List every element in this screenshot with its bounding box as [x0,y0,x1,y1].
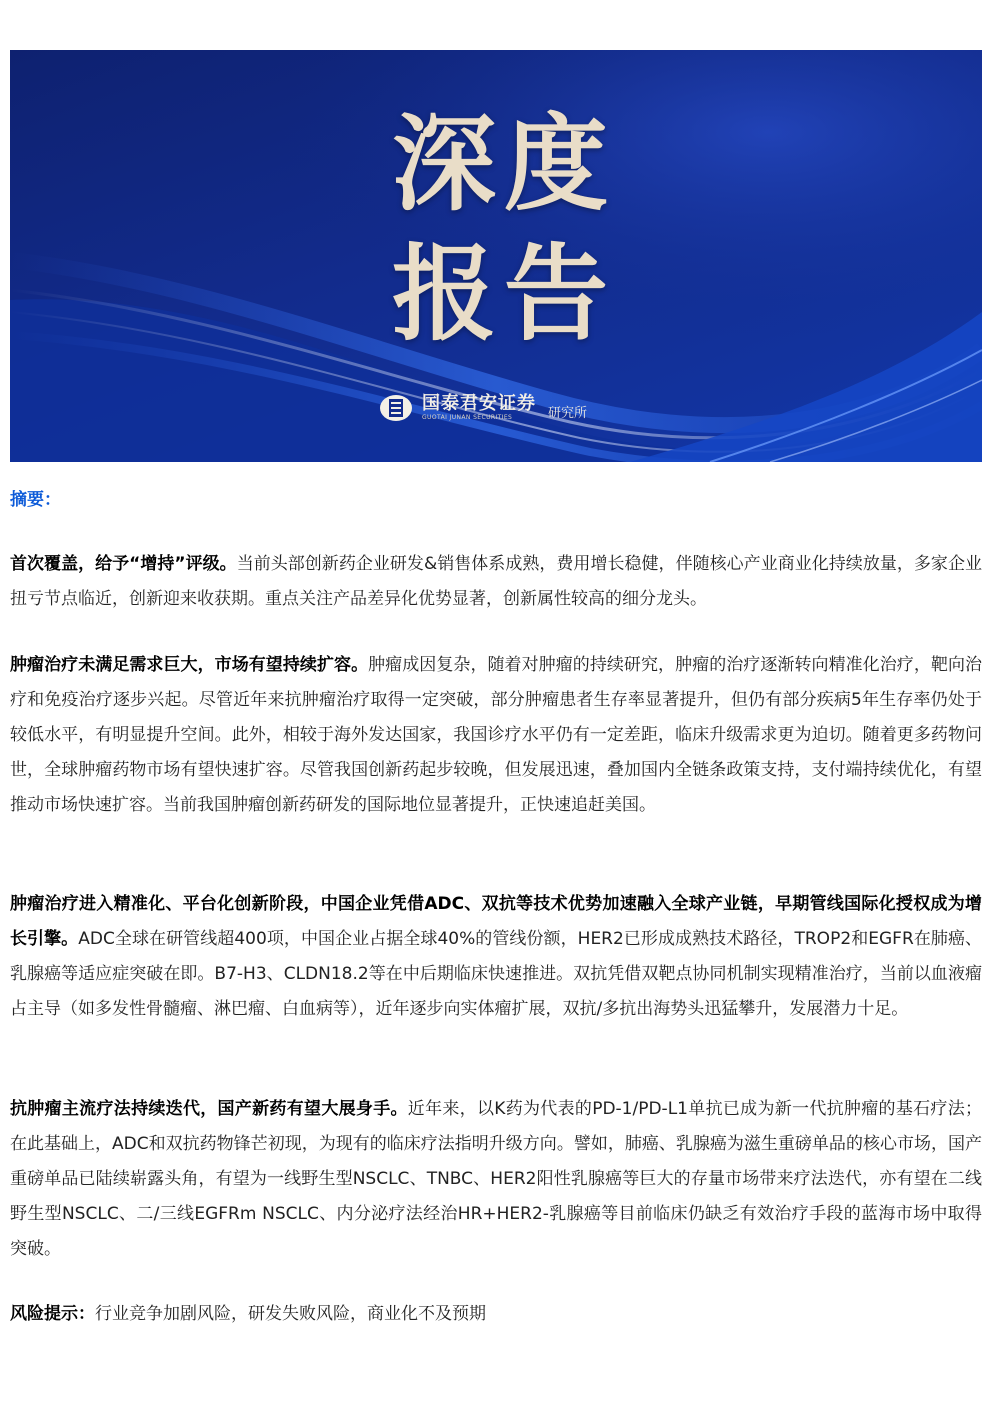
report-cover-banner [10,50,982,462]
paragraph-body: 近年来，以K药为代表的PD-1/PD-L1单抗已成为新一代抗肿瘤的基石疗法；在此基础上，ADC和双抗药物锋芒初现，为现有的临床疗法指明升级方向。譬如，肺癌、乳腺癌为滋生重磅单品的核心市场，国产重磅单品已陆续崭露头角，有望为一线野生型NSCLC、TNBC、HER2阳性乳腺癌等巨大的存量市场带来疗法迭代，亦有望在二线野生型NSCLC、二/三线EGFRm NSCLC、内分泌疗法经治HR+HER2-乳腺癌等目前临床仍缺乏有效治疗手段的蓝海市场中取得突破。 [10,1099,982,1259]
paragraph-body: 肿瘤成因复杂，随着对肿瘤的持续研究，肿瘤的治疗逐渐转向精准化治疗，靶向治疗和免疫治疗逐步兴起。尽管近年来抗肿瘤治疗取得一定突破，部分肿瘤患者生存率显著提升，但仍有部分疾病5年生存率仍处于较低水平，有明显提升空间。此外，相较于海外发达国家，我国诊疗水平仍有一定差距，临床升级需求更为迫切。随着更多药物问世，全球肿瘤药物市场有望快速扩容。尽管我国创新药起步较晚，但发展迅速，叠加国内全链条政策支持，支付端持续优化，有望推动市场快速扩容。当前我国肿瘤创新药研发的国际地位显著提升，正快速追赶美国。 [10,655,982,815]
paragraph-lead: 肿瘤治疗未满足需求巨大，市场有望持续扩容。 [10,655,369,675]
cover-title-line-2: 报告 [392,232,617,355]
summary-paragraph [10,547,982,617]
paragraph-body: ADC全球在研管线超400项，中国企业占据全球40%的管线份额，HER2已形成成熟技术路径，TROP2和EGFR在肺癌、乳腺癌等适应症突破在即。B7-H3、CLDN18.2等在中后期临床快速推进。双抗凭借双靶点协同机制实现精准治疗，当前以血液瘤占主导（如多发性骨髓瘤、淋巴瘤、白血病等），近年逐步向实体瘤扩展，双抗/多抗出海势头迅猛攀升，发展潜力十足。 [10,929,983,1019]
abstract-heading: 摘要： [10,490,61,510]
risk-warning-label: 风险提示： [10,1304,95,1324]
summary-paragraph [10,1092,982,1267]
guotai-junan-logo-icon [378,393,414,423]
risk-warning [10,1297,982,1332]
brand-english-name: GUOTAI JUNAN SECURITIES [422,414,513,421]
brand-institute: 研究所 [548,405,588,421]
cover-title-line-1: 深度 [392,102,617,225]
brand-name: 国泰君安证券 [422,393,536,414]
paragraph-lead: 肿瘤治疗进入精准化、平台化创新阶段，中国企业凭借ADC、双抗等技术优势加速融入全球产业链，早期管线国际化授权成为增长引擎。 [10,894,982,949]
summary-paragraph [10,887,982,1027]
risk-warning-text: 行业竞争加剧风险，研发失败风险，商业化不及预期 [95,1304,486,1324]
paragraph-lead: 抗肿瘤主流疗法持续迭代，国产新药有望大展身手。 [10,1099,408,1119]
summary-paragraph [10,648,982,823]
brand-lockup [378,390,587,426]
paragraph-lead: 首次覆盖，给予“增持”评级。 [10,554,237,574]
paragraph-body: 当前头部创新药企业研发&销售体系成熟，费用增长稳健，伴随核心产业商业化持续放量，多家企业扭亏节点临近，创新迎来收获期。重点关注产品差异化优势显著，创新属性较高的细分龙头。 [10,554,982,609]
